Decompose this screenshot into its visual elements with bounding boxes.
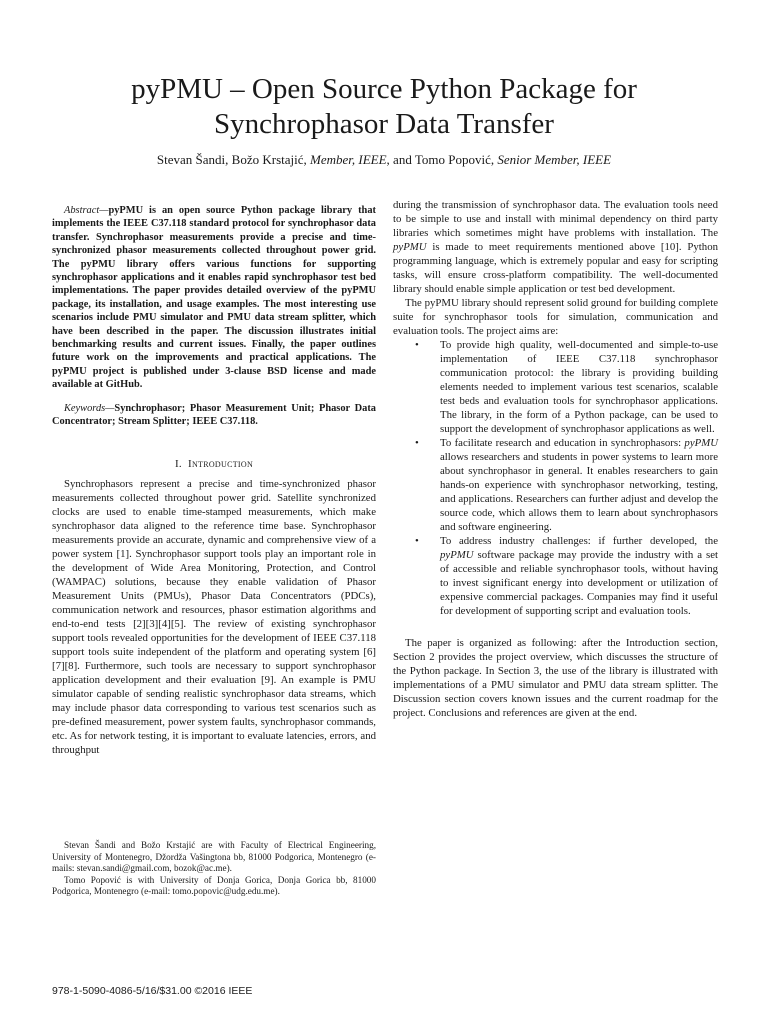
aim-item-1	[393, 338, 718, 436]
authors-membership-1: Member, IEEE	[310, 152, 387, 167]
author-line	[40, 152, 728, 168]
left-column	[52, 198, 376, 757]
abstract	[52, 204, 376, 392]
section-number: I.	[174, 457, 182, 470]
organization-paragraph: The paper is organized as following: after the Introduction section, Section 2 provides the project overview, which discusses the structure of the Python package. In Section 3, the use of the library is illustrated with implementations of a PMU simulator and PMU data stream splitter. The Discussion section covers known issues and the current roadmap for the project. Conclusions and references are given at the end.	[393, 637, 718, 719]
section-title: Introduction	[187, 457, 254, 470]
abstract-lead: Abstract—	[64, 205, 109, 216]
aim-item-text: To facilitate research and education in synchrophasors:	[440, 437, 685, 449]
keywords-lead: Keywords—	[64, 402, 115, 414]
author-footnote	[52, 840, 376, 898]
aim-item-text: To address industry challenges: if further developed, the	[440, 535, 718, 547]
intro-paragraph: Synchrophasors represent a precise and time-synchronized phasor measurements collected throughout power grid. Satellite synchronized clocks are used to enable time-stamped measurements, which make synchrophasor data aligned to the reference time base. Synchrophasor measurements provide an accurate, dynamic and comprehensive view of a power system [1]. Synchrophasor support tools play an important role in the development of Wide Area Monitoring, Protection, and Control (WAMPAC) solutions, because they enable validation of Phasor Measurement Units (PMUs), Phasor Data Concentrators (PDCs), communication network and resources, phasor estimation algorithms and end-to-end tests [2][3][4][5]. The review of existing synchrophasor support tools revealed opportunities for the development of IEEE C37.118 support tools suite independent of the platform and operating system [6][7][8]. Furthermore, such tools are necessary to support synchrophasor application development and their evaluation [9]. An example is PMU simulator capable of sending realistic synchrophasor data streams, which may include phasor data corresponding to various test scenarios such as pre-defined measurement, power system faults, synchrophasor commands, etc. As for network testing, it is important to evaluate latencies, errors, and throughput	[52, 477, 376, 756]
authors-names-1: Stevan Šandi, Božo Krstajić,	[156, 152, 311, 167]
footnote-2: Tomo Popović is with University of Donja Gorica, Donja Gorica bb, 81000 Podgorica, Montenegro (e-mail: tomo.popovic@udg.edu.me).	[52, 874, 376, 896]
aim-item-emphasis: pyPMU	[684, 437, 718, 449]
right-column	[393, 198, 718, 720]
bullet-icon: •	[415, 339, 419, 351]
copyright-footer: 978-1-5090-4086-5/16/$31.00 ©2016 IEEE	[52, 985, 253, 997]
project-aims-list	[393, 338, 718, 618]
continued-paragraph-text-1: during the transmission of synchrophasor data. The evaluation tools need to be simple to use and install with minimal dependency on third party libraries which sometimes might have problems with installation. The	[393, 199, 718, 239]
aim-item-text: To provide high quality, well-documented and simple-to-use implementation of IEEE C37.118 synchrophasor communication protocol: the library is providing building elements needed to implement various test scenarios, scalable test beds and evaluation tools for synchrophasor applications. The library, in the form of a Python package, can be used to support the development of synchrophasor applications as well.	[440, 339, 718, 435]
keywords-text: Synchrophasor; Phasor Measurement Unit; Phasor Data Concentrator; Stream Splitter; IEEE C37.118.	[52, 402, 376, 428]
bullet-icon: •	[415, 437, 419, 449]
bullet-icon: •	[415, 535, 419, 547]
abstract-text: pyPMU is an open source Python package library that implements the IEEE C37.118 standard protocol for synchrophasor data transfer. Synchrophasor measurements provide a precise and time-synchronized phasor measurements collected throughout power grid. The pyPMU library offers various functions for supporting synchrophasor applications and it enables rapid synchrophasor test bed implementations. The paper provides detailed overview of the pyPMU package, its installation, and usage examples. The most interesting use scenarios include PMU simulator and PMU data stream splitter, which have been described in the paper. The discussion illustrates initial benchmarking results and current issues. Finally, the paper outlines future work on the improvements and practical applications. The pyPMU project is published under 3-clause BSD license and made available at GitHub.	[52, 205, 376, 391]
authors-membership-2: Senior Member, IEEE	[497, 152, 612, 167]
continued-paragraph	[393, 198, 718, 296]
continued-paragraph-emphasis: pyPMU	[393, 241, 427, 253]
aim-item-text-2: software package may provide the industry with a set of accessible and reliable synchrophasor tools, without having to invest significant energy into development or utilization of expensive commercial packages. Companies may find it useful for development of supporting script and evaluation tools.	[440, 549, 718, 617]
keywords	[52, 402, 376, 429]
footnote-1: Stevan Šandi and Božo Krstajić are with Faculty of Electrical Engineering, University of Montenegro, Džordža Vašingtona bb, 81000 Podgorica, Montenegro (e-mails: stevan.sandi@gmail.com, bozok@ac.me).	[52, 840, 376, 873]
aim-item-emphasis: pyPMU	[440, 549, 474, 561]
paper-title: pyPMU – Open Source Python Package for Synchrophasor Data Transfer	[131, 73, 637, 140]
aim-item-text-2: allows researchers and students in power systems to learn more about synchrophasor in general. It enables researchers to gain hands-on experience with synchrophasor networking, testing, and applications. Researchers can further adjust and develop the source code, which allows them to learn about synchrophasors and software engineering.	[440, 451, 718, 533]
continued-paragraph-text-2: is made to meet requirements mentioned above [10]. Python programming language, which is extremely popular and easy for scripting tasks, will ensure cross-platform compatibility. The well-documented library should enable simple application or test bed development.	[393, 241, 718, 295]
aim-item-2	[393, 436, 718, 534]
section-heading-introduction	[52, 457, 376, 471]
aim-item-3	[393, 534, 718, 618]
authors-names-2: , and Tomo Popović,	[386, 152, 498, 167]
aims-intro-paragraph: The pyPMU library should represent solid ground for building complete suite for synchrophasor tools for simulation, communication and evaluation tools. The project aims are:	[393, 297, 718, 337]
